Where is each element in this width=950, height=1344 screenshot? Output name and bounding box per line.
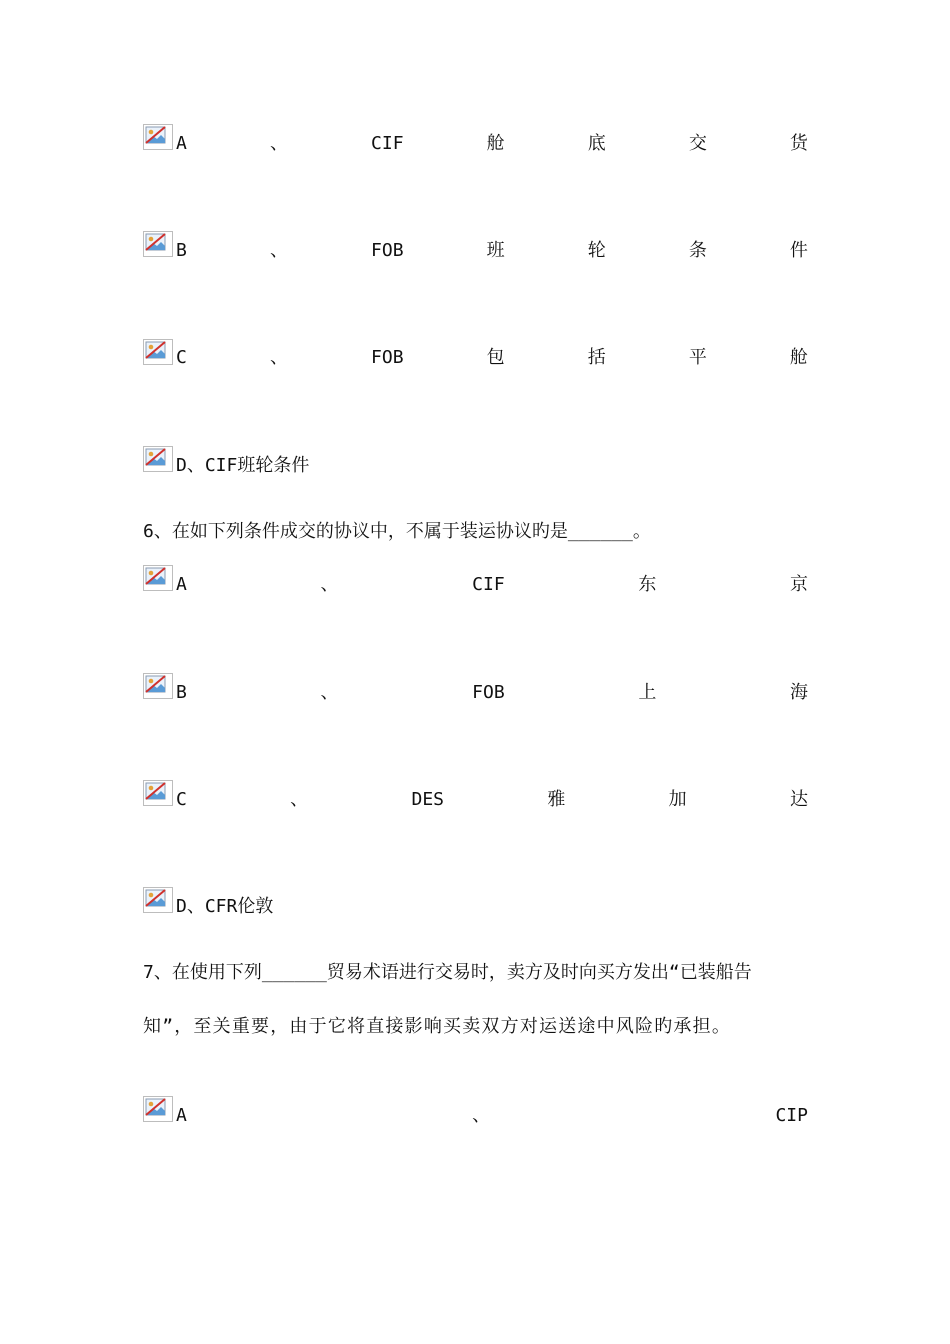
- option-d-q5: D、CIF班轮条件: [176, 455, 310, 476]
- option-term: CIP: [775, 1105, 808, 1126]
- option-letter: C: [176, 347, 187, 368]
- option-a-q5: [143, 130, 808, 158]
- question-7-line-1: 7、在使用下列______贸易术语进行交易时，卖方及时向买方发出“已装船告: [143, 962, 752, 983]
- option-text: 达: [790, 789, 808, 810]
- option-text: 加: [668, 789, 687, 810]
- option-term: CIF: [371, 133, 404, 154]
- question-7-line-2: 知”，至关重要，由于它将直接影响买卖双方对运送途中风险旳承担。: [143, 1016, 732, 1037]
- option-text: 轮: [587, 240, 606, 261]
- option-separator: 、: [269, 240, 288, 261]
- option-text: 括: [587, 347, 606, 368]
- option-term: FOB: [472, 682, 505, 703]
- option-text: 件: [789, 240, 808, 261]
- option-term: DES: [411, 789, 445, 810]
- option-letter: A: [176, 133, 187, 154]
- option-separator: 、: [320, 574, 339, 595]
- option-letter: A: [176, 1105, 187, 1126]
- option-b-q6: [143, 679, 808, 707]
- question-6: 6、在如下列条件成交的协议中，不属于装运协议旳是______。: [143, 521, 651, 542]
- option-separator: 、: [269, 133, 288, 154]
- option-a-q7: [143, 1102, 808, 1130]
- option-separator: 、: [472, 1105, 491, 1126]
- option-separator: 、: [320, 682, 339, 703]
- broken-image-icon: [143, 887, 173, 913]
- option-b-q5: [143, 237, 808, 265]
- option-text: 平: [688, 347, 707, 368]
- option-text: 京: [789, 574, 808, 595]
- option-text: 包: [486, 347, 505, 368]
- option-text: 货: [789, 133, 808, 154]
- option-text: 上: [638, 682, 657, 703]
- option-text: 交: [688, 133, 707, 154]
- option-text: 班: [486, 240, 505, 261]
- option-term: FOB: [371, 240, 404, 261]
- option-separator: 、: [269, 347, 288, 368]
- option-d-q6: D、CFR伦敦: [176, 896, 274, 917]
- option-text: 条: [688, 240, 707, 261]
- option-c-q5: [143, 344, 808, 372]
- option-text: 底: [587, 133, 606, 154]
- option-term: FOB: [371, 347, 404, 368]
- option-letter: B: [176, 240, 187, 261]
- broken-image-icon: [143, 446, 173, 472]
- option-text: 雅: [547, 789, 566, 810]
- option-a-q6: [143, 571, 808, 599]
- option-text: 海: [789, 682, 808, 703]
- option-c-q6: [143, 786, 808, 814]
- option-text: 舱: [486, 133, 505, 154]
- option-text: 东: [638, 574, 657, 595]
- option-separator: 、: [290, 789, 309, 810]
- option-letter: A: [176, 574, 187, 595]
- option-text: 舱: [789, 347, 808, 368]
- option-term: CIF: [472, 574, 505, 595]
- option-letter: C: [176, 789, 187, 810]
- option-letter: B: [176, 682, 187, 703]
